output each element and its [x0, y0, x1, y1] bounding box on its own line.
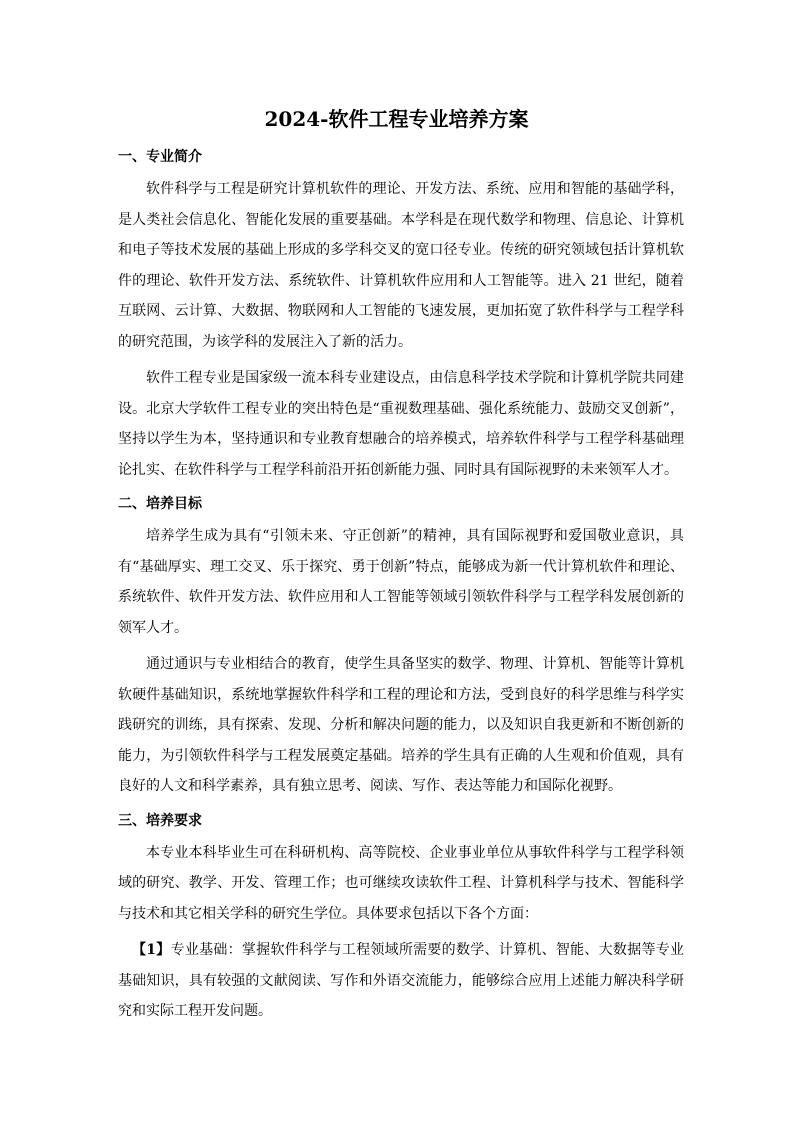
- section-heading: 三、培养要求: [118, 812, 202, 829]
- paragraph: 培养学生成为具有“引领未来、守正创新”的精神，具有国际视野和爱国敬业意识，具有“基础厚实、理工交叉、乐于探究、勇于创新”特点，能够成为新一代计算机软件和理论、系统软件、软件开发方法、软件应用和人工智能等领域引领软件科学与工程学科发展创新的领军人才。: [118, 528, 684, 636]
- paragraph: 本专业本科毕业生可在科研机构、高等院校、企业事业单位从事软件科学与工程学科领域的研究、教学、开发、管理工作；也可继续攻读软件工程、计算机科学与技术、智能科学与技术和其它相关学科的研究生学位。具体要求包括以下各个方面：: [118, 844, 684, 922]
- document-title: 2024-软件工程专业培养方案: [264, 107, 529, 131]
- document-body: [118, 144, 684, 1033]
- section-requirements: [118, 808, 684, 1027]
- requirement-text: 专业基础：掌握软件科学与工程领域所需要的数学、计算机、智能、大数据等专业基础知识，具有较强的文献阅读、写作和外语交流能力，能够综合应用上述能力解决科学研究和实际工程开发问题。: [118, 942, 685, 1019]
- section-heading: 一、专业简介: [118, 149, 202, 165]
- paragraph: 通过通识与专业相结合的教育，使学生具备坚实的数学、物理、计算机、智能等计算机软硬件基础知识，系统地掌握软件科学和工程的理论和方法，受到良好的科学思维与科学实践研究的训练，具有探索、发现、分析和解决问题的能力，以及知识自我更新和不断创新的能力，为引领软件科学与工程发展奠定基础。培养的学生具有正确的人生观和价值观，具有良好的人文和科学素养，具有独立思考、阅读、写作、表达等能力和国际化视野。: [118, 656, 684, 794]
- paragraph: 软件科学与工程是研究计算机软件的理论、开发方法、系统、应用和智能的基础学科，是人类社会信息化、智能化发展的重要基础。本学科是在现代数学和物理、信息论、计算机和电子等技术发展的基础上形成的多学科交叉的宽口径专业。传统的研究领域包括计算机软件的理论、软件开发方法、系统软件、计算机软件应用和人工智能等。进入 21 世纪，随着互联网、云计算、大数据、物联网和人工智能的飞速发展，更加拓宽了软件科学与工程学科的研究范围，为该学科的发展注入了新的活力。: [118, 181, 684, 350]
- section-objectives: [118, 491, 684, 802]
- requirement-item: [118, 935, 684, 1027]
- paragraph: 软件工程专业是国家级一流本科专业建设点，由信息科学技术学院和计算机学院共同建设。北京大学软件工程专业的突出特色是“重视数理基础、强化系统能力、鼓励交叉创新”，坚持以学生为本，坚持通识和专业教育想融合的培养模式，培养软件科学与工程学科基础理论扎实、在软件科学与工程学科前沿开拓创新能力强、同时具有国际视野的未来领军人才。: [118, 370, 684, 478]
- section-heading: 二、培养目标: [118, 496, 202, 512]
- requirement-number: 【1】: [132, 942, 171, 958]
- section-introduction: [118, 144, 684, 485]
